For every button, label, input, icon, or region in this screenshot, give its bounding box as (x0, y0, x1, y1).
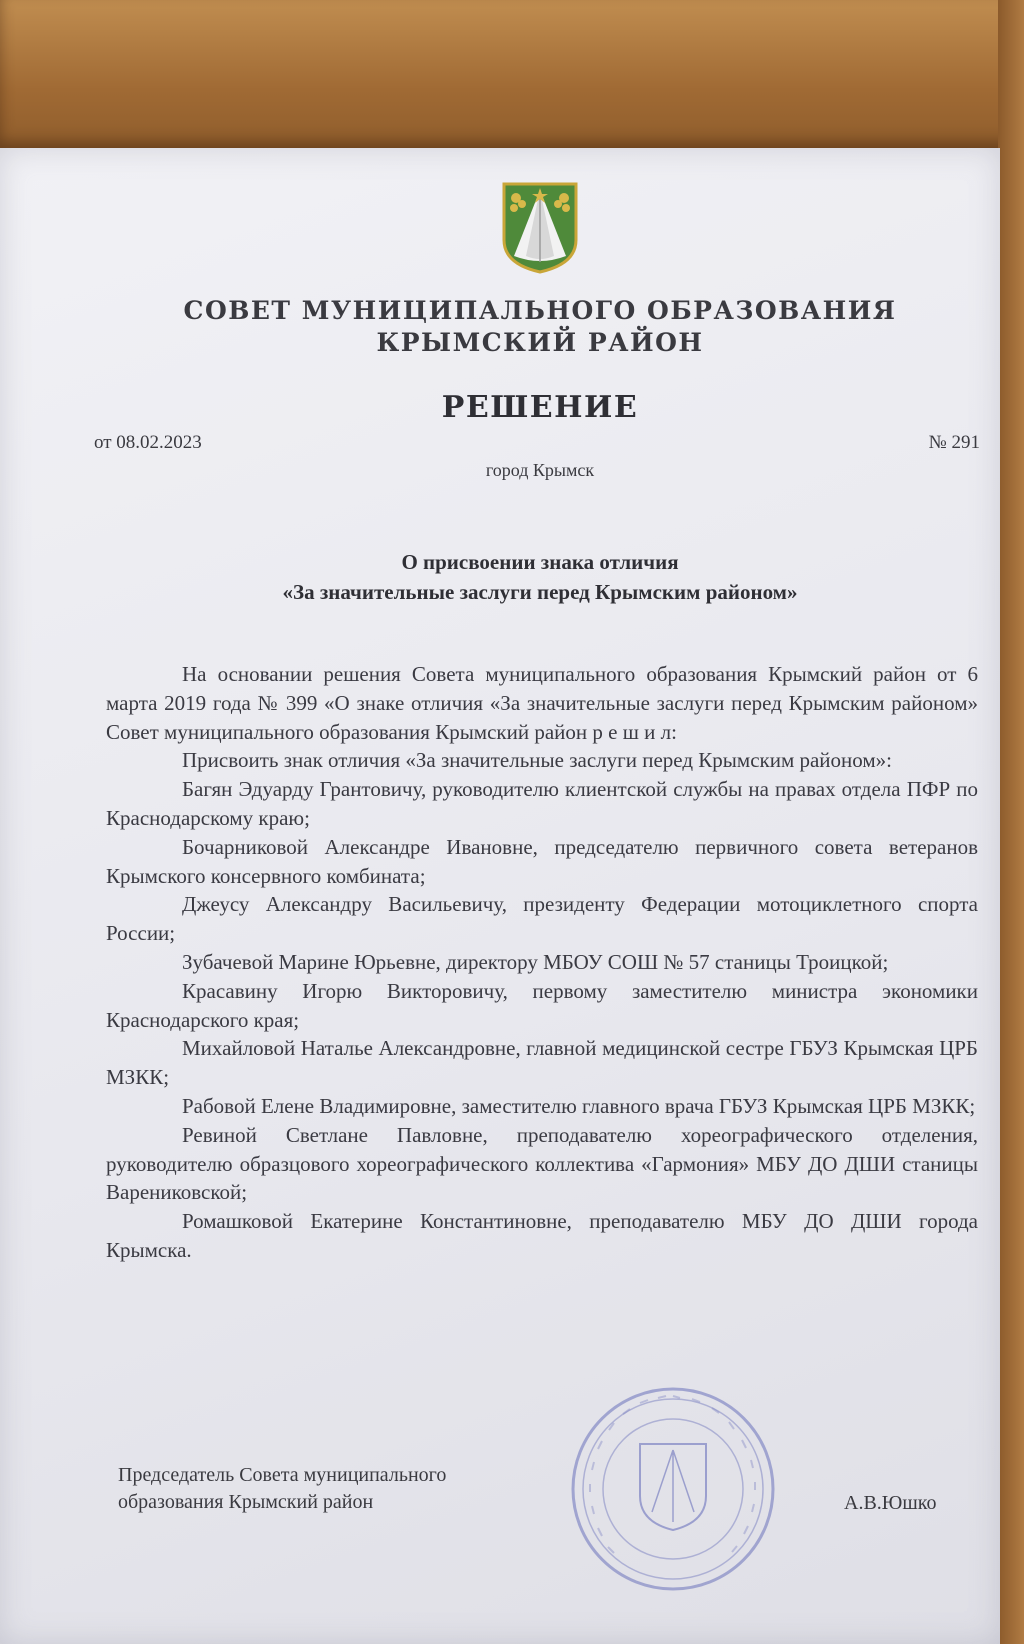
awardee-item: Багян Эдуарду Грантовичу, руководителю клиентской службы на правах отдела ПФР по Краснодарскому краю; (106, 777, 978, 830)
frame-top-border (0, 0, 1024, 150)
awardee-item: Ревиной Светлане Павловне, преподавателю хореографического отделения, руководителю образцового хореографического коллектива «Гармония» МБУ ДО ДШИ станицы Варениковской; (106, 1122, 978, 1205)
awardee-item: Зубачевой Марине Юрьевне, директору МБОУ СОШ № 57 станицы Троицкой; (182, 949, 889, 974)
decision-body (106, 660, 978, 1265)
coat-of-arms-icon (502, 182, 578, 274)
subject-line1: О присвоении знака отличия (401, 550, 679, 574)
frame-right-border (998, 0, 1024, 1644)
decision-date: от 08.02.2023 (94, 432, 202, 453)
decision-number: № 291 (928, 432, 980, 453)
council-name-line1: СОВЕТ МУНИЦИПАЛЬНОГО ОБРАЗОВАНИЯ (183, 296, 897, 325)
official-seal-icon (568, 1384, 778, 1594)
awardee-item: Бочарниковой Александре Ивановне, председателю первичного совета ветеранов Крымского консервного комбината; (106, 834, 978, 888)
awardee-item: Рабовой Елене Владимировне, заместителю главного врача ГБУЗ Крымская ЦРБ МЗКК; (182, 1093, 976, 1118)
signer-position-line2: образования Крымский район (118, 1491, 374, 1513)
awardee-item: Красавину Игорю Викторовичу, первому заместителю министра экономики Краснодарского края; (106, 978, 978, 1032)
signer-position-line1: Председатель Совета муниципального (118, 1464, 447, 1486)
awardee-item: Джеусу Александру Васильевичу, президенту Федерации мотоциклетного спорта России; (106, 892, 978, 946)
signer-position (118, 1462, 446, 1516)
subject-line2: «За значительные заслуги перед Крымским районом» (282, 580, 798, 604)
awardee-item: Ромашковой Екатерине Константиновне, преподавателю МБУ ДО ДШИ города Крымска. (106, 1209, 978, 1262)
council-name-line2: КРЫМСКИЙ РАЙОН (376, 328, 704, 357)
city-name: город Крымск (485, 460, 595, 480)
awardee-item: Михайловой Наталье Александровне, главной медицинской сестре ГБУЗ Крымская ЦРБ МЗКК; (106, 1036, 978, 1090)
paragraph-award: Присвоить знак отличия «За значительные заслуги перед Крымским районом»: (182, 748, 893, 773)
decision-title: РЕШЕНИЕ (441, 390, 639, 425)
paragraph-basis: На основании решения Совета муниципального образования Крымский район от 6 марта 2019 года № 399 «О знаке отличия «За значительные заслуги перед Крымским районом» Совет муниципального образования Крымский район р е ш и л: (106, 662, 978, 744)
signer-name: А.В.Юшко (844, 1492, 937, 1514)
